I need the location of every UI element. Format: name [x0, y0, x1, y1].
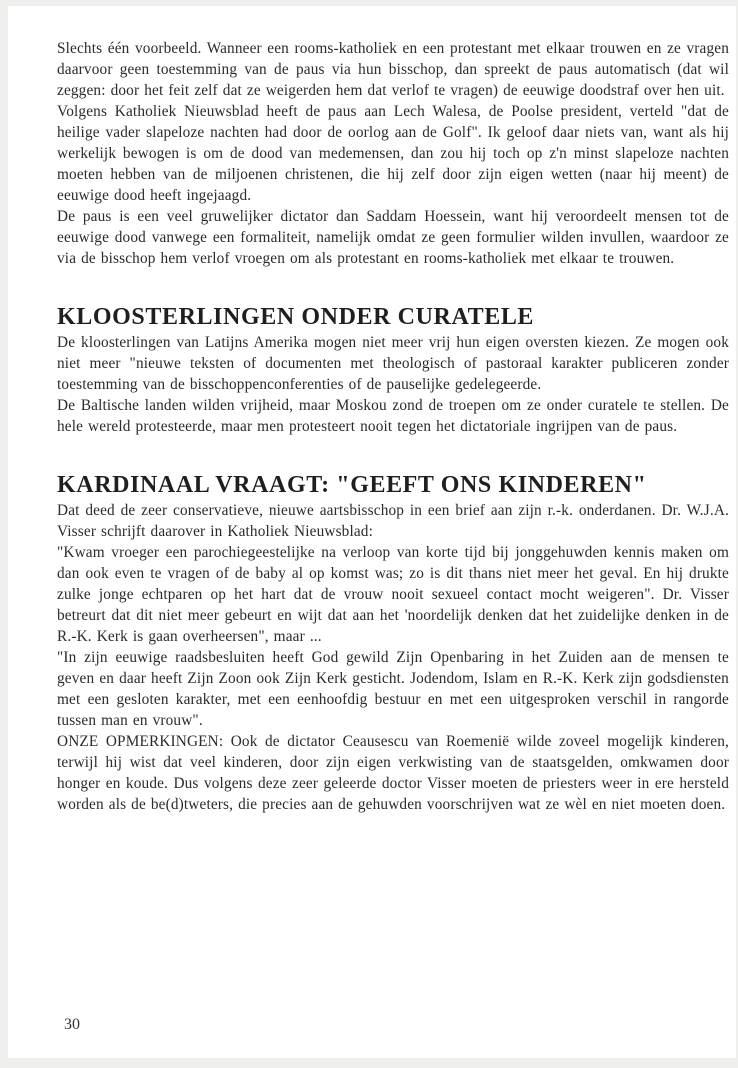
section2-paragraph-4: ONZE OPMERKINGEN: Ook de dictator Ceausescu van Roemenië wilde zoveel mogelijk kinderen, terwijl hij wist dat veel kinderen, door zijn eigen verkwisting van de staatsgelden, omkwamen door honger en koude. Dus volgens deze zeer geleerde doctor Visser moeten de priesters weer in ere hersteld worden als de be(d)tweters, die precies aan de gehuwden voorschrijven wat ze wèl en niet moeten doen. [57, 733, 729, 813]
section2-paragraph-3: "In zijn eeuwige raadsbesluiten heeft God gewild Zijn Openbaring in het Zuiden aan de mensen te geven en daar heeft Zijn Zoon ook Zijn Kerk gesticht. Jodendom, Islam en R.-K. Kerk zijn godsdiensten met een gesloten karakter, met een eenhoofdig bestuur en met een uitgesproken verschil in rangorde tussen man en vrouw". [57, 649, 729, 729]
section1-paragraph-2: De Baltische landen wilden vrijheid, maar Moskou zond de troepen om ze onder curatele te stellen. De hele wereld protesteerde, maar men protesteert nooit tegen het dictatoriale ingrijpen van de paus. [57, 397, 729, 435]
section2-paragraph-1: Dat deed de zeer conservatieve, nieuwe aartsbisschop in een brief aan zijn r.-k. onderdanen. Dr. W.J.A. Visser schrijft daarover in Katholiek Nieuwsblad: [57, 502, 729, 540]
section-heading-kloosterlingen: KLOOSTERLINGEN ONDER CURATELE [57, 304, 535, 330]
page [8, 6, 736, 1058]
intro-paragraph-3: De paus is een veel gruwelijker dictator dan Saddam Hoessein, want hij veroordeelt mensen tot de eeuwige dood vanwege een formaliteit, namelijk omdat ze geen formulier wilden invullen, waardoor ze via de bisschop hem verlof vroegen om als protestant en rooms-katholiek met elkaar te trouwen. [57, 208, 729, 267]
intro-paragraph-1: Slechts één voorbeeld. Wanneer een rooms-katholiek en een protestant met elkaar trouwen en ze vragen daarvoor geen toestemming van de paus via hun bisschop, dan spreekt de paus automatisch (dat wil zeggen: door het feit zelf dat ze weigerden hem dat verlof te vragen) de eeuwige doodstraf over hen uit. [57, 40, 729, 99]
intro-paragraph-2: Volgens Katholiek Nieuwsblad heeft de paus aan Lech Walesa, de Poolse president, verteld "dat de heilige vader slapeloze nachten had door de oorlog aan de Golf". Ik geloof daar niets van, want als hij werkelijk bewogen is om de dood van medemensen, dan zou hij toch op z'n minst slapeloze nachten moeten hebben van de miljoenen christenen, die hij zelf door zijn eigen wetten (naar hij meent) de eeuwige dood heeft ingejaagd. [57, 103, 729, 204]
section-heading-kardinaal: KARDINAAL VRAAGT: "GEEFT ONS KINDEREN" [57, 472, 647, 498]
section2-paragraph-2: "Kwam vroeger een parochiegeestelijke na verloop van korte tijd bij jonggehuwden kennis maken om dan ook even te vragen of de baby al op komst was; zo is dit thans niet meer het geval. En hij drukte zulke jonge echtparen op het hart dat de vrouw nooit sexueel contact mocht weigeren". Dr. Visser betreurt dat dit niet meer gebeurt en wijt dat aan het 'noordelijk denken dat het zuidelijke denken in de R.-K. Kerk is gaan overheersen", maar ... [57, 544, 729, 645]
section1-paragraph-1: De kloosterlingen van Latijns Amerika mogen niet meer vrij hun eigen oversten kiezen. Ze mogen ook niet meer "nieuwe teksten of documenten met theologisch of pastoraal karakter publiceren zonder toestemming van de bisschoppenconferenties of de pauselijke gedelegeerde. [57, 334, 729, 393]
page-number: 30 [64, 1016, 80, 1033]
article-body [57, 38, 729, 815]
